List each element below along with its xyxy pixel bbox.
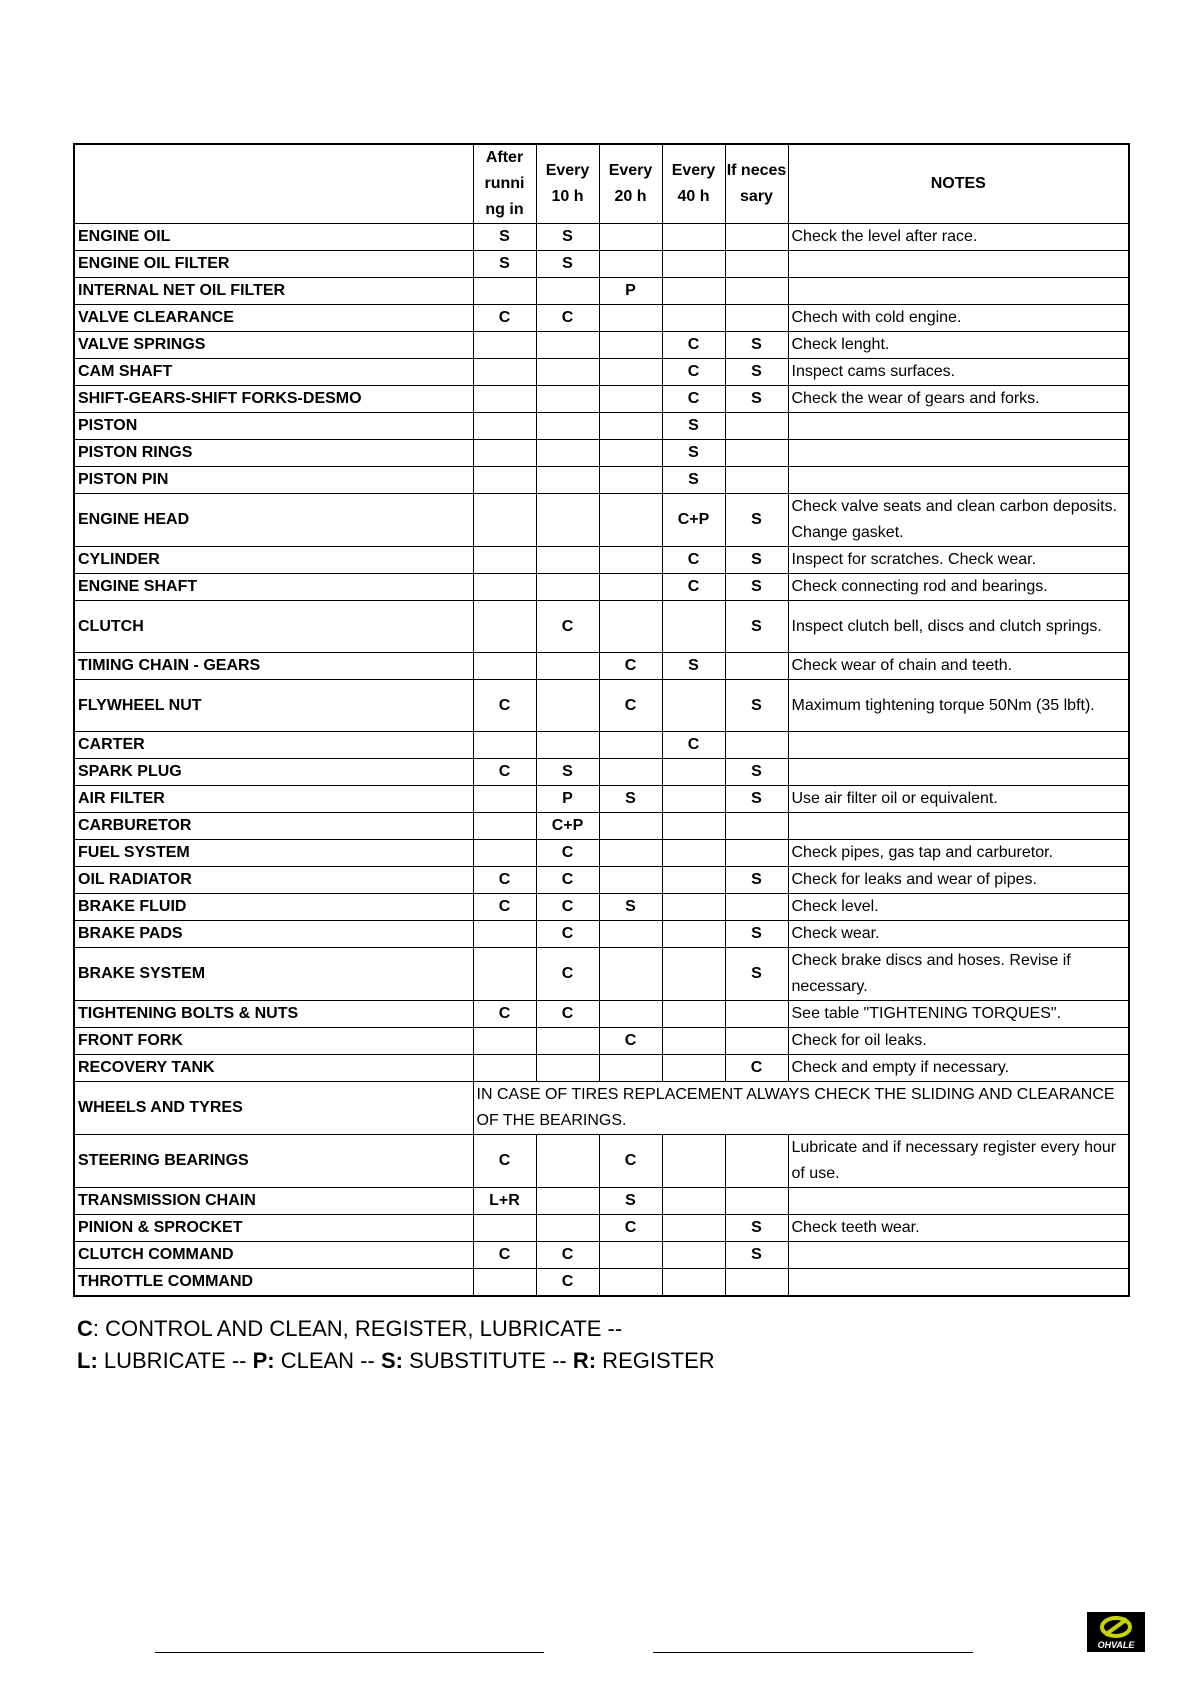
table-row (74, 1028, 1129, 1055)
item-name: THROTTLE COMMAND (74, 1269, 473, 1297)
table-row (74, 759, 1129, 786)
spanning-note: IN CASE OF TIRES REPLACEMENT ALWAYS CHECK THE SLIDING AND CLEARANCE OF THE BEARINGS. (473, 1082, 1129, 1135)
mark-every-40h: S (662, 440, 725, 467)
mark-if-necessary (725, 251, 788, 278)
mark-if-necessary (725, 467, 788, 494)
table-row (74, 948, 1129, 1001)
mark-every-20h (599, 332, 662, 359)
mark-every-10h (536, 386, 599, 413)
mark-every-40h (662, 1269, 725, 1297)
mark-every-10h (536, 1055, 599, 1082)
item-name: PISTON PIN (74, 467, 473, 494)
mark-every-20h (599, 547, 662, 574)
mark-after-running-in (473, 1215, 536, 1242)
mark-every-20h (599, 840, 662, 867)
table-row (74, 840, 1129, 867)
mark-every-10h (536, 574, 599, 601)
mark-if-necessary (725, 1135, 788, 1188)
table-row (74, 359, 1129, 386)
mark-if-necessary (725, 840, 788, 867)
mark-every-40h (662, 1055, 725, 1082)
note: See table "TIGHTENING TORQUES". (788, 1001, 1129, 1028)
note: Check pipes, gas tap and carburetor. (788, 840, 1129, 867)
note: Lubricate and if necessary register every hour of use. (788, 1135, 1129, 1188)
note (788, 278, 1129, 305)
mark-if-necessary: S (725, 1215, 788, 1242)
item-name: VALVE SPRINGS (74, 332, 473, 359)
mark-every-20h: C (599, 1135, 662, 1188)
mark-every-40h (662, 1135, 725, 1188)
mark-every-20h (599, 1055, 662, 1082)
mark-every-20h (599, 224, 662, 251)
table-row (74, 867, 1129, 894)
mark-after-running-in (473, 359, 536, 386)
note: Inspect clutch bell, discs and clutch springs. (788, 601, 1129, 653)
mark-if-necessary: S (725, 867, 788, 894)
header-every-10h: Every 10 h (536, 144, 599, 224)
item-name: ENGINE SHAFT (74, 574, 473, 601)
table-row (74, 1215, 1129, 1242)
legend-text: : CONTROL AND CLEAN, REGISTER, LUBRICATE -- (92, 1316, 623, 1341)
mark-after-running-in (473, 278, 536, 305)
note: Check for leaks and wear of pipes. (788, 867, 1129, 894)
note (788, 1242, 1129, 1269)
mark-every-40h (662, 759, 725, 786)
mark-if-necessary (725, 1188, 788, 1215)
note: Inspect cams surfaces. (788, 359, 1129, 386)
item-name: TIGHTENING BOLTS & NUTS (74, 1001, 473, 1028)
table-row (74, 894, 1129, 921)
item-name: OIL RADIATOR (74, 867, 473, 894)
mark-every-10h: S (536, 759, 599, 786)
mark-every-40h: C (662, 574, 725, 601)
mark-every-40h: C (662, 359, 725, 386)
mark-every-10h: C (536, 1001, 599, 1028)
mark-every-40h (662, 894, 725, 921)
mark-every-40h: S (662, 413, 725, 440)
item-name: BRAKE PADS (74, 921, 473, 948)
mark-after-running-in (473, 332, 536, 359)
mark-after-running-in (473, 440, 536, 467)
mark-after-running-in: L+R (473, 1188, 536, 1215)
mark-if-necessary (725, 440, 788, 467)
note: Check teeth wear. (788, 1215, 1129, 1242)
mark-every-10h: C+P (536, 813, 599, 840)
mark-every-40h: S (662, 653, 725, 680)
note: Check wear. (788, 921, 1129, 948)
mark-every-10h (536, 1028, 599, 1055)
table-row (74, 278, 1129, 305)
table-row (74, 921, 1129, 948)
table-row (74, 1269, 1129, 1297)
note: Check connecting rod and bearings. (788, 574, 1129, 601)
mark-every-20h: S (599, 894, 662, 921)
mark-if-necessary: S (725, 332, 788, 359)
table-row (74, 1055, 1129, 1082)
item-name: CLUTCH (74, 601, 473, 653)
mark-if-necessary (725, 1028, 788, 1055)
table-row (74, 413, 1129, 440)
mark-if-necessary: S (725, 601, 788, 653)
mark-after-running-in (473, 732, 536, 759)
mark-every-10h (536, 1135, 599, 1188)
table-row (74, 601, 1129, 653)
mark-after-running-in: C (473, 1001, 536, 1028)
brand-logo (1087, 1612, 1145, 1652)
mark-after-running-in (473, 601, 536, 653)
mark-every-20h (599, 574, 662, 601)
mark-every-10h: S (536, 251, 599, 278)
mark-after-running-in: S (473, 251, 536, 278)
mark-every-10h (536, 467, 599, 494)
mark-every-10h: C (536, 601, 599, 653)
note (788, 1188, 1129, 1215)
note: Check lenght. (788, 332, 1129, 359)
mark-every-20h (599, 813, 662, 840)
mark-if-necessary: C (725, 1055, 788, 1082)
mark-after-running-in (473, 840, 536, 867)
table-body (74, 224, 1129, 1297)
mark-every-40h (662, 1001, 725, 1028)
note: Maximum tightening torque 50Nm (35 lbft). (788, 680, 1129, 732)
mark-every-20h (599, 305, 662, 332)
item-name: TRANSMISSION CHAIN (74, 1188, 473, 1215)
mark-after-running-in (473, 494, 536, 547)
note: Check valve seats and clean carbon deposits. Change gasket. (788, 494, 1129, 547)
mark-if-necessary: S (725, 386, 788, 413)
mark-every-10h: C (536, 921, 599, 948)
legend-line-1 (77, 1314, 622, 1344)
note: Check brake discs and hoses. Revise if necessary. (788, 948, 1129, 1001)
mark-every-40h (662, 1215, 725, 1242)
item-name: CARBURETOR (74, 813, 473, 840)
mark-if-necessary: S (725, 574, 788, 601)
note: Check the level after race. (788, 224, 1129, 251)
mark-every-40h (662, 813, 725, 840)
mark-if-necessary: S (725, 759, 788, 786)
item-name: PISTON RINGS (74, 440, 473, 467)
table-header-row (74, 144, 1129, 224)
mark-every-40h: C (662, 732, 725, 759)
mark-every-40h (662, 921, 725, 948)
table-row (74, 494, 1129, 547)
note: Inspect for scratches. Check wear. (788, 547, 1129, 574)
mark-if-necessary (725, 224, 788, 251)
mark-after-running-in (473, 813, 536, 840)
table-row (74, 786, 1129, 813)
mark-if-necessary: S (725, 547, 788, 574)
mark-every-10h: P (536, 786, 599, 813)
signature-line-right (653, 1652, 973, 1653)
mark-if-necessary (725, 813, 788, 840)
item-name: PISTON (74, 413, 473, 440)
item-name: VALVE CLEARANCE (74, 305, 473, 332)
mark-after-running-in (473, 547, 536, 574)
table-row (74, 440, 1129, 467)
mark-every-40h (662, 948, 725, 1001)
mark-every-20h (599, 601, 662, 653)
mark-after-running-in (473, 786, 536, 813)
table-row (74, 386, 1129, 413)
mark-every-40h (662, 1028, 725, 1055)
header-every-40h: Every 40 h (662, 144, 725, 224)
item-name: FUEL SYSTEM (74, 840, 473, 867)
mark-after-running-in: C (473, 867, 536, 894)
table-row (74, 1135, 1129, 1188)
table-row (74, 732, 1129, 759)
item-name: FLYWHEEL NUT (74, 680, 473, 732)
note (788, 467, 1129, 494)
item-name: CLUTCH COMMAND (74, 1242, 473, 1269)
mark-every-40h: C (662, 332, 725, 359)
signature-line-left (155, 1652, 544, 1653)
item-name: PINION & SPROCKET (74, 1215, 473, 1242)
mark-after-running-in (473, 386, 536, 413)
item-name: BRAKE FLUID (74, 894, 473, 921)
mark-every-10h: S (536, 224, 599, 251)
logo-text: OHVALE (1097, 1640, 1135, 1650)
mark-every-10h (536, 680, 599, 732)
item-name: ENGINE HEAD (74, 494, 473, 547)
mark-every-40h: C (662, 386, 725, 413)
mark-if-necessary (725, 732, 788, 759)
note (788, 440, 1129, 467)
table-row (74, 680, 1129, 732)
item-name: FRONT FORK (74, 1028, 473, 1055)
mark-after-running-in (473, 413, 536, 440)
mark-every-40h: C+P (662, 494, 725, 547)
mark-every-40h: C (662, 547, 725, 574)
table-row (74, 1082, 1129, 1135)
mark-if-necessary: S (725, 786, 788, 813)
mark-every-40h (662, 305, 725, 332)
mark-after-running-in: C (473, 894, 536, 921)
note (788, 732, 1129, 759)
mark-after-running-in (473, 653, 536, 680)
mark-every-20h (599, 732, 662, 759)
mark-if-necessary: S (725, 1242, 788, 1269)
item-name: ENGINE OIL FILTER (74, 251, 473, 278)
mark-every-20h: C (599, 680, 662, 732)
note: Check for oil leaks. (788, 1028, 1129, 1055)
mark-after-running-in (473, 921, 536, 948)
mark-every-40h (662, 224, 725, 251)
mark-if-necessary: S (725, 494, 788, 547)
note: Chech with cold engine. (788, 305, 1129, 332)
mark-every-20h (599, 467, 662, 494)
mark-every-20h (599, 921, 662, 948)
mark-every-20h (599, 1269, 662, 1297)
mark-if-necessary (725, 1269, 788, 1297)
mark-every-10h (536, 440, 599, 467)
mark-every-20h (599, 759, 662, 786)
mark-every-40h (662, 1188, 725, 1215)
mark-every-40h (662, 867, 725, 894)
header-every-20h: Every 20 h (599, 144, 662, 224)
mark-every-20h: S (599, 1188, 662, 1215)
legend-key: S: (380, 1348, 403, 1373)
table-row (74, 1242, 1129, 1269)
mark-every-20h (599, 494, 662, 547)
legend-text: REGISTER (596, 1348, 715, 1373)
mark-if-necessary (725, 1001, 788, 1028)
mark-every-10h (536, 653, 599, 680)
note: Check the wear of gears and forks. (788, 386, 1129, 413)
mark-if-necessary (725, 278, 788, 305)
mark-every-10h (536, 278, 599, 305)
table-row (74, 251, 1129, 278)
mark-every-10h: C (536, 867, 599, 894)
mark-after-running-in: C (473, 1135, 536, 1188)
mark-every-10h (536, 332, 599, 359)
item-name: TIMING CHAIN - GEARS (74, 653, 473, 680)
mark-if-necessary (725, 894, 788, 921)
table-row (74, 813, 1129, 840)
note (788, 251, 1129, 278)
mark-if-necessary: S (725, 680, 788, 732)
mark-every-40h (662, 786, 725, 813)
mark-after-running-in: C (473, 1242, 536, 1269)
mark-every-20h: S (599, 786, 662, 813)
item-name: CAM SHAFT (74, 359, 473, 386)
header-after-running-in: After runni ng in (473, 144, 536, 224)
mark-every-10h (536, 1215, 599, 1242)
note: Check level. (788, 894, 1129, 921)
legend-text: LUBRICATE -- (97, 1348, 253, 1373)
mark-every-40h (662, 840, 725, 867)
mark-every-10h: C (536, 948, 599, 1001)
mark-every-40h (662, 1242, 725, 1269)
mark-if-necessary: S (725, 921, 788, 948)
item-name: AIR FILTER (74, 786, 473, 813)
item-name: CARTER (74, 732, 473, 759)
mark-after-running-in (473, 1269, 536, 1297)
header-if-necessary: If neces sary (725, 144, 788, 224)
mark-after-running-in: C (473, 759, 536, 786)
mark-every-20h (599, 948, 662, 1001)
mark-every-20h: C (599, 1028, 662, 1055)
mark-after-running-in (473, 948, 536, 1001)
mark-after-running-in (473, 1055, 536, 1082)
mark-every-10h (536, 547, 599, 574)
mark-every-20h (599, 359, 662, 386)
mark-if-necessary (725, 305, 788, 332)
mark-after-running-in: C (473, 305, 536, 332)
mark-if-necessary: S (725, 359, 788, 386)
item-name: ENGINE OIL (74, 224, 473, 251)
mark-every-10h (536, 494, 599, 547)
mark-every-20h (599, 251, 662, 278)
legend-key: L: (77, 1348, 98, 1373)
maintenance-table (73, 143, 1130, 1297)
header-notes: NOTES (788, 144, 1129, 224)
table-row (74, 332, 1129, 359)
mark-every-10h: C (536, 1269, 599, 1297)
mark-after-running-in: S (473, 224, 536, 251)
table-row (74, 1001, 1129, 1028)
note (788, 813, 1129, 840)
mark-every-20h: C (599, 1215, 662, 1242)
legend-key: P: (252, 1348, 275, 1373)
mark-every-20h (599, 413, 662, 440)
table-row (74, 224, 1129, 251)
mark-after-running-in (473, 467, 536, 494)
item-name: INTERNAL NET OIL FILTER (74, 278, 473, 305)
mark-every-10h: C (536, 305, 599, 332)
mark-every-10h (536, 359, 599, 386)
mark-every-10h (536, 413, 599, 440)
note: Use air filter oil or equivalent. (788, 786, 1129, 813)
item-name: BRAKE SYSTEM (74, 948, 473, 1001)
mark-every-40h (662, 601, 725, 653)
legend-key: C (77, 1316, 93, 1341)
mark-every-10h (536, 1188, 599, 1215)
mark-every-10h: C (536, 840, 599, 867)
legend-line-2 (77, 1346, 715, 1376)
table-row (74, 1188, 1129, 1215)
mark-every-10h (536, 732, 599, 759)
table-row (74, 467, 1129, 494)
mark-every-40h (662, 680, 725, 732)
mark-after-running-in (473, 574, 536, 601)
table-row (74, 305, 1129, 332)
mark-every-20h (599, 1242, 662, 1269)
header-item (74, 144, 473, 224)
legend-key: R: (572, 1348, 597, 1373)
mark-every-10h: C (536, 1242, 599, 1269)
item-name: CYLINDER (74, 547, 473, 574)
mark-every-20h (599, 867, 662, 894)
legend-text: SUBSTITUTE -- (402, 1348, 573, 1373)
item-name: WHEELS AND TYRES (74, 1082, 473, 1135)
item-name: STEERING BEARINGS (74, 1135, 473, 1188)
mark-if-necessary (725, 653, 788, 680)
mark-every-40h: S (662, 467, 725, 494)
item-name: RECOVERY TANK (74, 1055, 473, 1082)
table-row (74, 547, 1129, 574)
mark-if-necessary (725, 413, 788, 440)
mark-every-10h: C (536, 894, 599, 921)
note: Check wear of chain and teeth. (788, 653, 1129, 680)
mark-every-20h: P (599, 278, 662, 305)
mark-after-running-in: C (473, 680, 536, 732)
mark-every-40h (662, 278, 725, 305)
mark-every-20h (599, 1001, 662, 1028)
note: Check and empty if necessary. (788, 1055, 1129, 1082)
mark-if-necessary: S (725, 948, 788, 1001)
item-name: SHIFT-GEARS-SHIFT FORKS-DESMO (74, 386, 473, 413)
mark-every-20h (599, 386, 662, 413)
legend-text: CLEAN -- (274, 1348, 381, 1373)
mark-every-20h: C (599, 653, 662, 680)
mark-after-running-in (473, 1028, 536, 1055)
note (788, 759, 1129, 786)
note (788, 413, 1129, 440)
mark-every-20h (599, 440, 662, 467)
table-row (74, 574, 1129, 601)
mark-every-40h (662, 251, 725, 278)
table-row (74, 653, 1129, 680)
note (788, 1269, 1129, 1297)
item-name: SPARK PLUG (74, 759, 473, 786)
